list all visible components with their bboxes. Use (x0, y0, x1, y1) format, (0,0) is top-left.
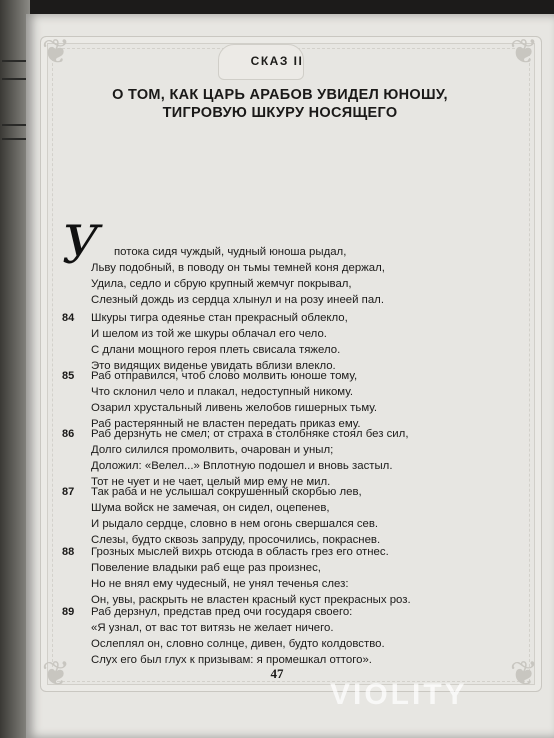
verse-line: Долго силился промолвить, очарован и уныл; (91, 444, 334, 456)
drop-cap-letter: У (62, 216, 100, 276)
verse-line: Что склонил чело и плакал, недоступный никому. (91, 386, 353, 398)
verse-line: Озарил хрустальный ливень желобов гишерных тьму. (91, 402, 378, 414)
verse-line: И рыдало сердце, словно в нем огонь свершался сев. (91, 518, 379, 530)
title-line: ТИГРОВУЮ ШКУРУ НОСЯЩЕГО (162, 105, 398, 121)
title-line: О ТОМ, КАК ЦАРЬ АРАБОВ УВИДЕЛ ЮНОШУ, (112, 87, 448, 103)
verse-line: Но не внял ему чудесный, не унял теченья слез: (91, 578, 349, 590)
frame-corner-ornament-icon: ❦ (509, 654, 539, 694)
verse-line: Так раба и не услышал сокрушенный скорбью лев, (91, 486, 362, 498)
verse-line: потока сидя чуждый, чудный юноша рыдал, (114, 246, 347, 258)
verse-line: Раб отправился, чтоб слово молвить юноше тому, (91, 370, 358, 382)
verse-line: Шкуры тигра одеянье стан прекрасный облекло, (91, 312, 348, 324)
stanza-number: 85 (62, 370, 75, 382)
verse-line: Это видящих виденье увидать вблизи влекло. (91, 360, 336, 372)
chapter-heading: СКАЗ II (250, 54, 304, 68)
stanza-number: 88 (62, 546, 75, 558)
verse-line: Доложил: «Велел...» Вплотную подошел и вновь застыл. (91, 460, 393, 472)
frame-corner-ornament-icon: ❦ (41, 32, 71, 72)
verse-line: Шума войск не замечая, он сидел, оцепенев, (91, 502, 330, 514)
verse-line: Раб растерянный не властен передать приказ ему. (91, 418, 361, 430)
stanza-number: 89 (62, 606, 75, 618)
verse-line: Удила, седло и сбрую крупный жемчуг покрывал, (91, 278, 352, 290)
stanza-number: 86 (62, 428, 75, 440)
verse-line: Ослеплял он, словно солнце, дивен, будто колдовство. (91, 638, 385, 650)
verse-line: И шелом из той же шкуры облачал его чело. (91, 328, 327, 340)
watermark-logo: VIOLITY (330, 678, 468, 711)
verse-line: Слезы, будто сквозь запруду, просочились, покраснев. (91, 534, 381, 546)
verse-line: «Я узнал, от вас тот витязь не желает ничего. (91, 622, 334, 634)
frame-corner-ornament-icon: ❦ (509, 32, 539, 72)
verse-line: Льву подобный, в поводу он тьмы темней коня держал, (91, 262, 385, 274)
verse-line: Повеление владыки раб еще раз произнес, (91, 562, 321, 574)
page-title (60, 86, 500, 122)
stanza-number: 87 (62, 486, 75, 498)
verse-line: Раб дерзнул, представ пред очи государя своего: (91, 606, 353, 618)
stanza-number: 84 (62, 312, 75, 324)
verse-line: Грозных мыслей вихрь отсюда в область грез его отнес. (91, 546, 389, 558)
verse-line: Слух его был глух к призывам: я промешкал оттого». (91, 654, 372, 666)
verse-line: Слезный дождь из сердца хлынул и на розу инеей пал. (91, 294, 384, 306)
verse-line: Тот не чует и не чает, целый мир ему не мил. (91, 476, 331, 488)
verse-line: Он, увы, раскрыть не властен красный куст прекрасных роз. (91, 594, 411, 606)
frame-corner-ornament-icon: ❦ (41, 654, 71, 694)
verse-line: Раб дерзнуть не смел; от страха в столбняке стоял без сил, (91, 428, 409, 440)
verse-line: С длани мощного героя плеть свисала тяжело. (91, 344, 341, 356)
page-number: 47 (270, 666, 284, 681)
